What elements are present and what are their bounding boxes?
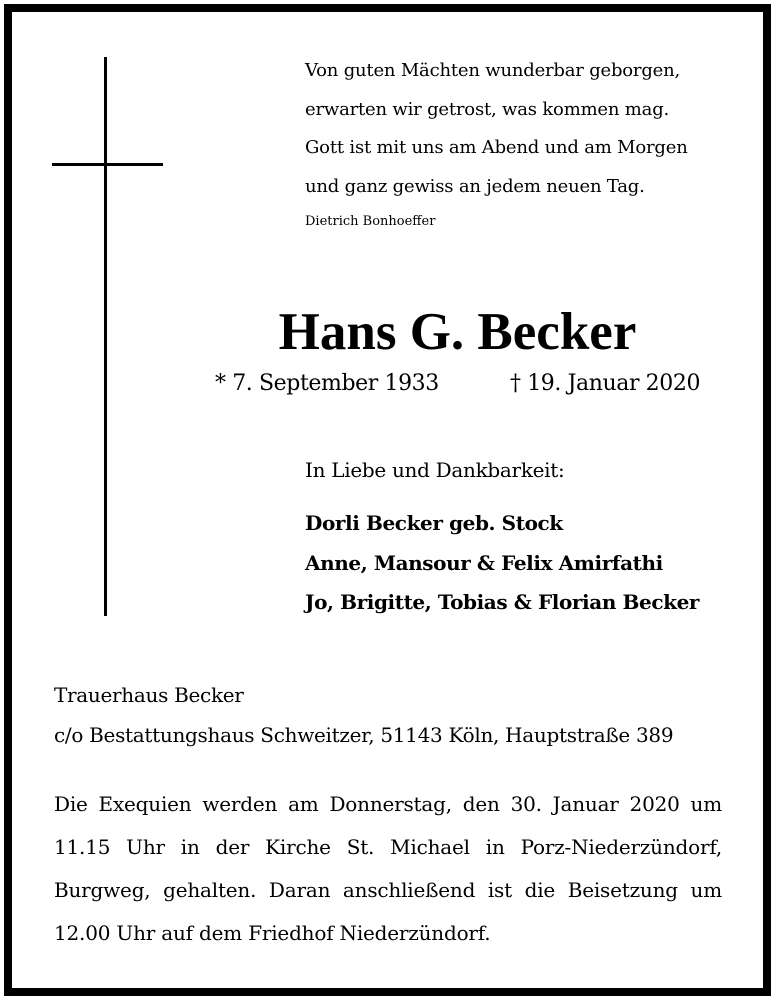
funeral-home — [54, 675, 724, 755]
birth-date: * 7. September 1933 — [215, 371, 439, 396]
death-date: † 19. Januar 2020 — [510, 371, 701, 396]
quote-author: Dietrich Bonhoeffer — [305, 214, 436, 229]
quote-line: Von guten Mächten wunderbar geborgen, — [305, 60, 681, 81]
quote-block — [305, 52, 725, 232]
mourner-name: Dorli Becker geb. Stock — [305, 511, 563, 535]
mourners-list — [305, 504, 699, 623]
service-details: Die Exequien werden am Donnerstag, den 30. Januar 2020 um 11.15 Uhr in der Kirche St. Michael in Porz-Niederzündorf, Burgweg, gehalten. Daran anschließend ist die Beisetzung um 12.00 Uhr auf dem Friedhof Niederzündorf. — [54, 792, 722, 945]
deceased-name: Hans G. Becker — [278, 303, 637, 361]
funeral-home-name: Trauerhaus Becker — [54, 683, 244, 707]
quote-line: und ganz gewiss an jedem neuen Tag. — [305, 175, 645, 197]
cross-horizontal-bar — [52, 163, 163, 166]
mourner-name: Anne, Mansour & Felix Amirfathi — [305, 550, 663, 575]
mourner-name: Jo, Brigitte, Tobias & Florian Becker — [305, 590, 700, 614]
quote-line: Gott ist mit uns am Abend und am Morgen — [305, 137, 688, 158]
funeral-home-address: c/o Bestattungshaus Schweitzer, 51143 Köln, Hauptstraße 389 — [54, 723, 674, 747]
quote-line: erwarten wir getrost, was kommen mag. — [305, 98, 670, 120]
mourners-intro: In Liebe und Dankbarkeit: — [305, 458, 565, 482]
